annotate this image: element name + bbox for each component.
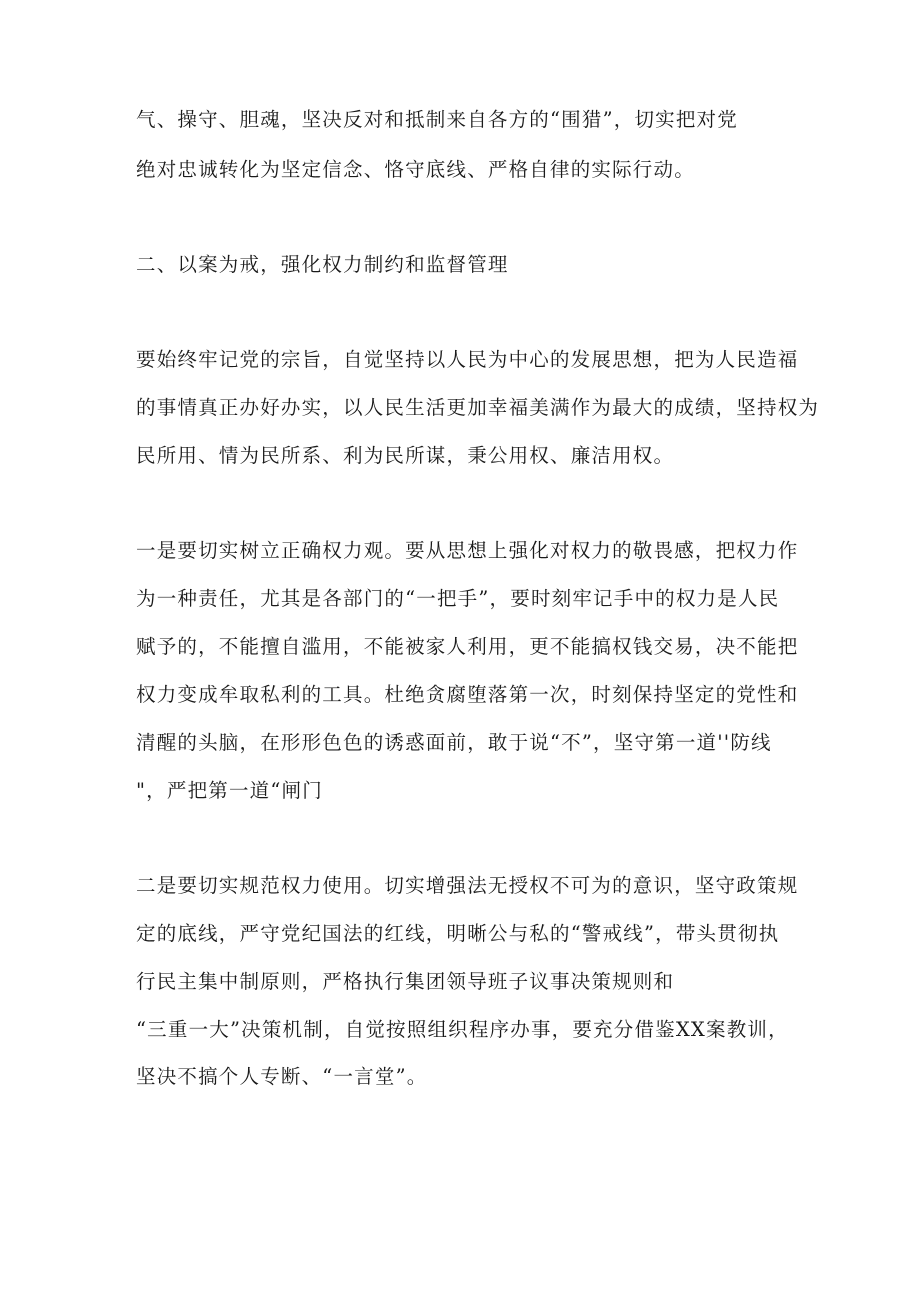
text-line: 定的底线，严守党纪国法的红线，明晰公与私的“警戒线”，带头贯彻执 [136,922,780,945]
text-line: 气、操守、胆魂，坚决反对和抵制来自各方的“围猎”，切实把对党 [136,108,738,131]
text-line: “三重一大”决策机制，自觉按照组织程序办事，要充分借鉴XX案教训， [136,1018,789,1041]
text-line: 的事情真正办好办实，以人民生活更加幸福美满作为最大的成绩，坚持权为 [136,396,820,419]
text-line: 要始终牢记党的宗旨，自觉坚持以人民为中心的发展思想，把为人民造福 [136,348,799,371]
text-line: 权力变成牟取私利的工具。杜绝贪腐堕落第一次，时刻保持坚定的党性和 [136,683,799,706]
text-line: 赋予的，不能擅自滥用，不能被家人利用，更不能搞权钱交易，决不能把 [136,635,799,658]
text-line: 民所用、情为民所系、利为民所谋，秉公用权、廉洁用权。 [136,444,675,467]
text-line: 行民主集中制原则，严格执行集团领导班子议事决策规则和 [136,970,675,993]
section-heading-text: 二、以案为戒，强化权力制约和监督管理 [136,253,509,276]
text-line: 绝对忠诚转化为坚定信念、恪守底线、严格自律的实际行动。 [136,158,695,181]
text-line: 坚决不搞个人专断、“一言堂”。 [136,1065,428,1088]
text-line: 为一种责任，尤其是各部门的“一把手”，要时刻牢记手中的权力是人民 [136,587,780,610]
text-line: 清醒的头脑，在形形色色的诱惑面前，敢于说“不”，坚守第一道''防线 [136,731,772,754]
text-line: 一是要切实树立正确权力观。要从思想上强化对权力的敬畏感，把权力作 [136,539,799,562]
text-line: "，严把第一道“闸门 [136,779,323,802]
text-line: 二是要切实规范权力使用。切实增强法无授权不可为的意识，坚守政策规 [136,874,799,897]
